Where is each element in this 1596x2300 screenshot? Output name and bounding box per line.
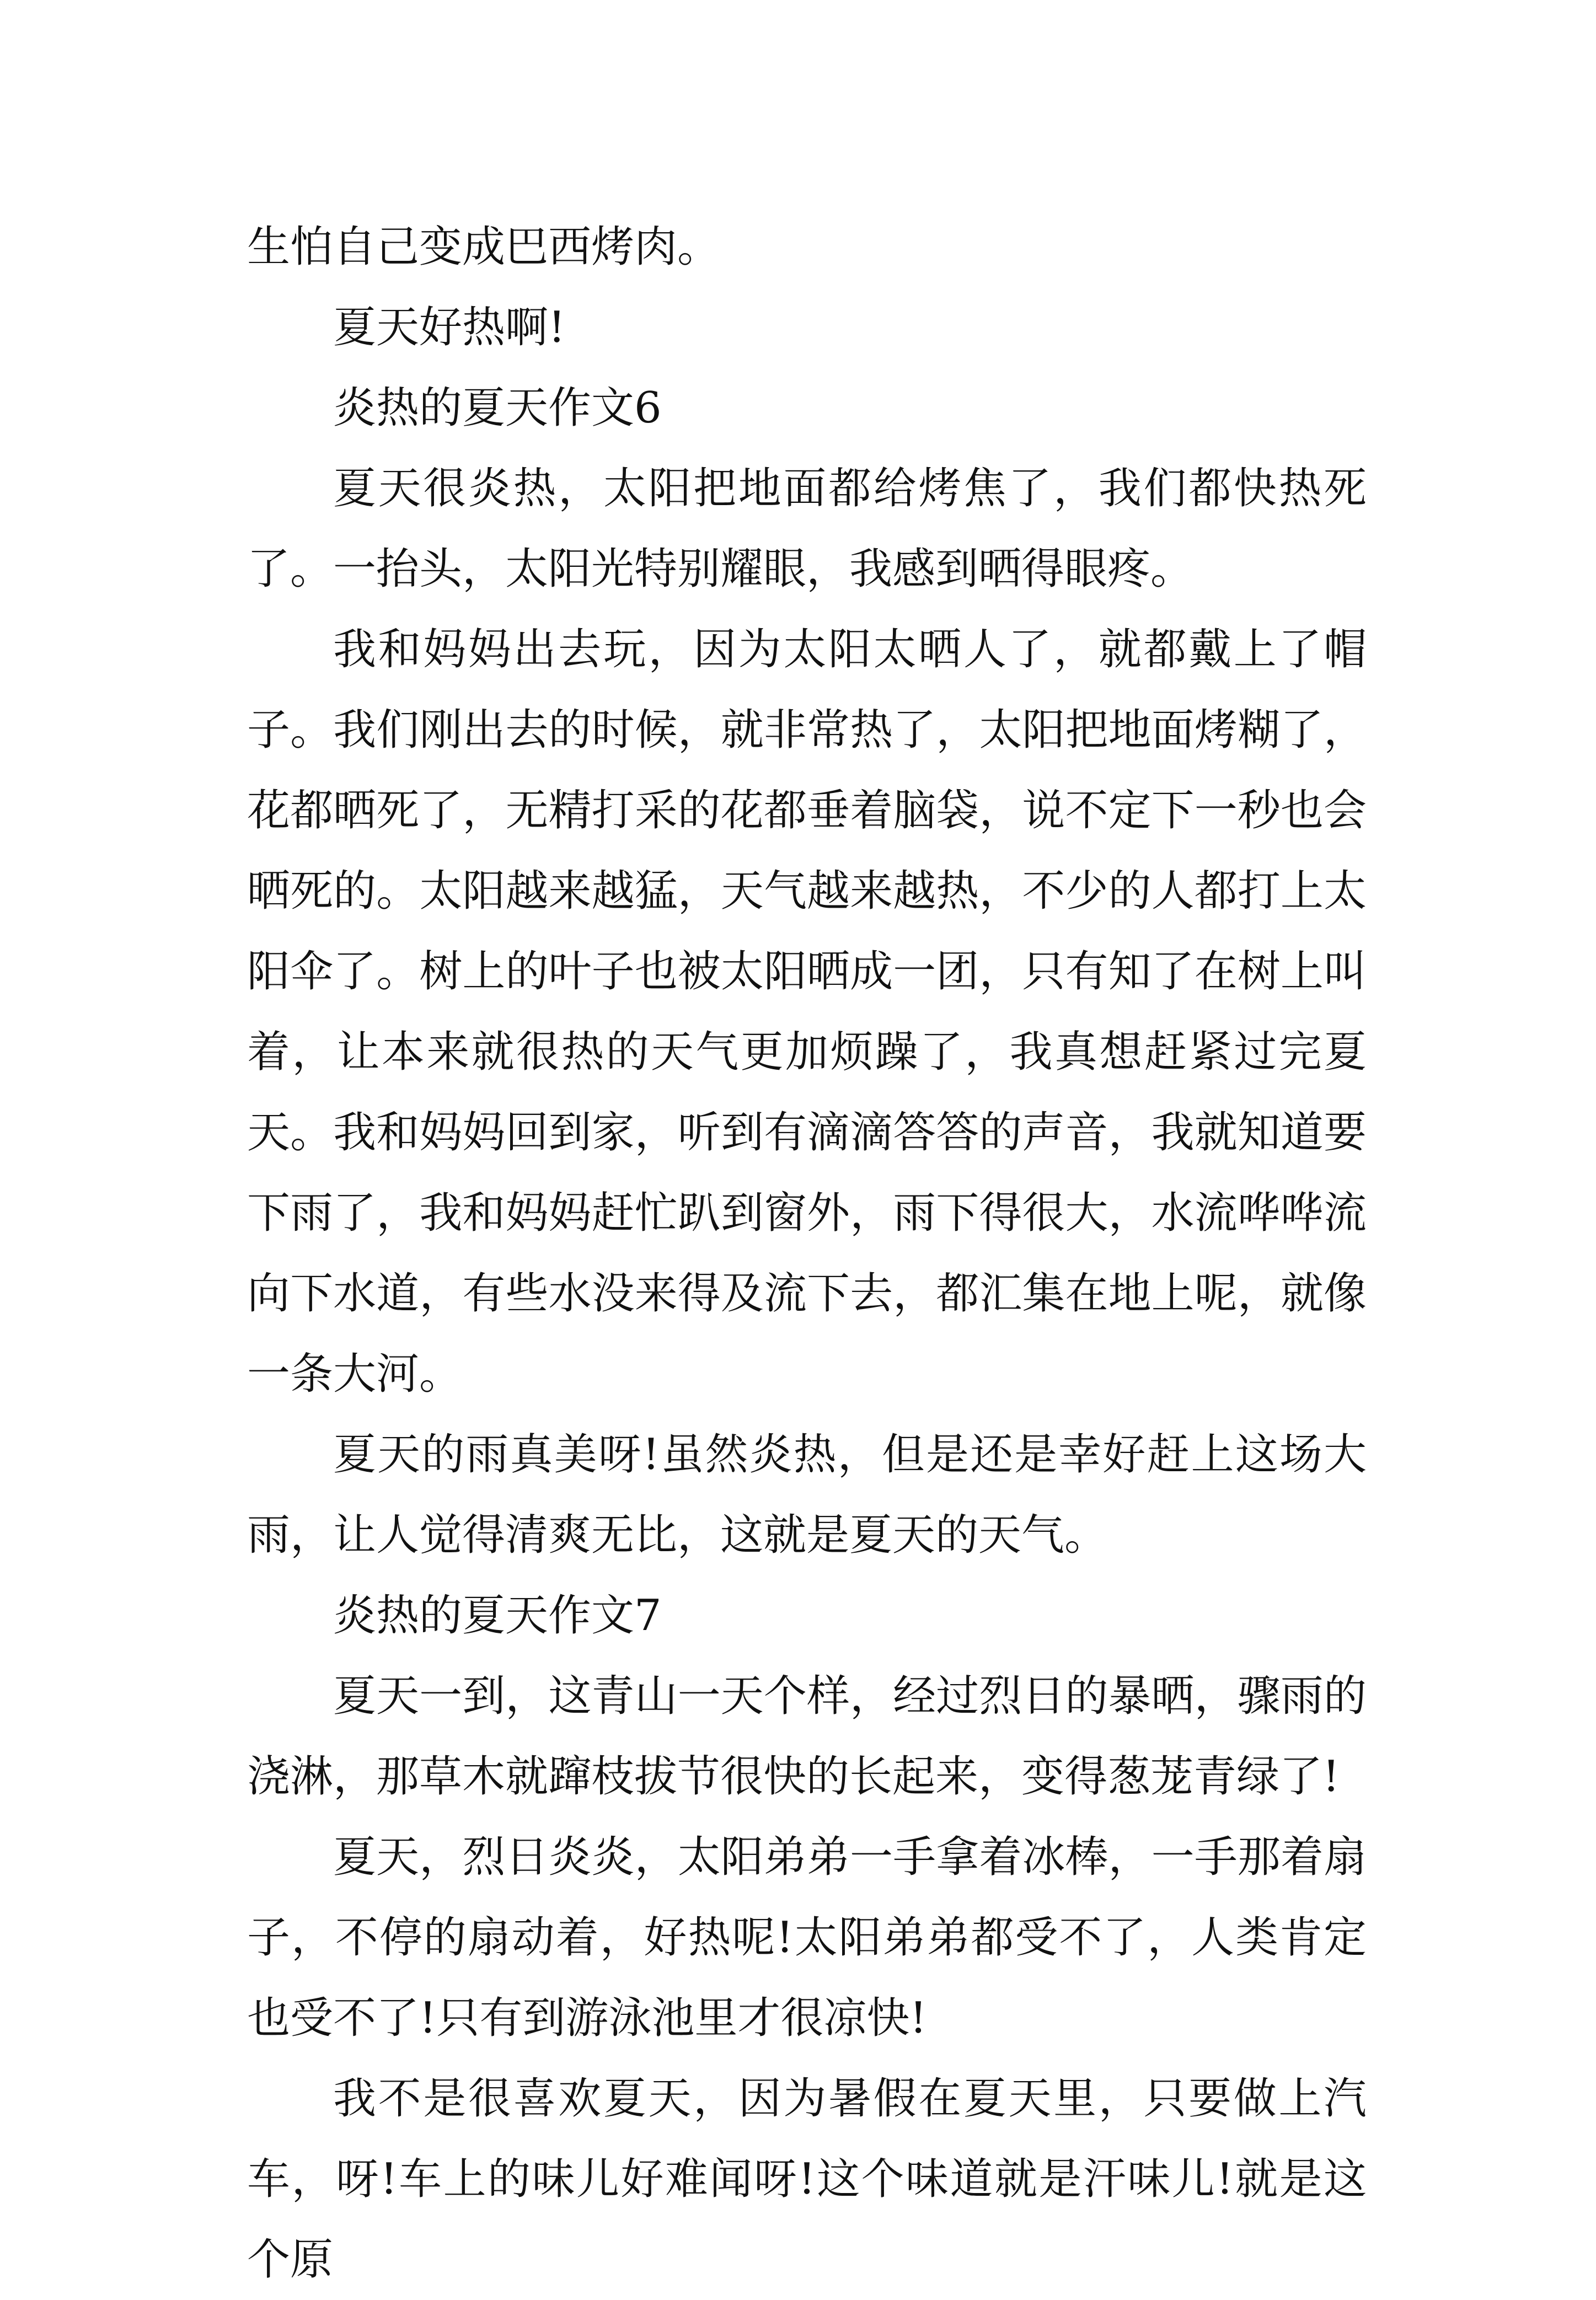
paragraph: 夏天，烈日炎炎，太阳弟弟一手拿着冰棒，一手那着扇子，不停的扇动着，好热呢!太阳弟弟都受不了，人类肯定也受不了!只有到游泳池里才很凉快! bbox=[247, 1832, 1367, 2043]
paragraph: 我和妈妈出去玩，因为太阳太晒人了，就都戴上了帽子。我们刚出去的时候，就非常热了，太阳把地面烤糊了，花都晒死了，无精打采的花都垂着脑袋，说不定下一秒也会晒死的。太阳越来越猛，天气越来越热，不少的人都打上太阳伞了。树上的叶子也被太阳晒成一团，只有知了在树上叫着，让本来就很热的天气更加烦躁了，我真想赶紧过完夏天。我和妈妈回到家，听到有滴滴答答的声音，我就知道要下雨了，我和妈妈赶忙趴到窗外，雨下得很大，水流哗哗流向下水道，有些水没来得及流下去，都汇集在地上呢，就像一条大河。 bbox=[247, 625, 1367, 1399]
paragraph: 我不是很喜欢夏天，因为暑假在夏天里，只要做上汽车，呀!车上的味儿好难闻呀!这个味道就是汗味儿!就是这个原 bbox=[247, 2074, 1367, 2285]
paragraph: 夏天的雨真美呀!虽然炎热，但是还是幸好赶上这场大雨，让人觉得清爽无比，这就是夏天的天气。 bbox=[247, 1430, 1367, 1560]
paragraph: 生怕自己变成巴西烤肉。 bbox=[247, 222, 721, 272]
paragraph: 夏天很炎热，太阳把地面都给烤焦了，我们都快热死了。一抬头，太阳光特别耀眼，我感到晒得眼疼。 bbox=[247, 464, 1367, 594]
section-heading: 炎热的夏天作文7 bbox=[333, 1591, 662, 1640]
document-body bbox=[247, 207, 1367, 2300]
paragraph: 夏天好热啊! bbox=[333, 303, 566, 352]
paragraph: 夏天一到，这青山一天个样，经过烈日的暴晒，骤雨的浇淋，那草木就蹿枝拔节很快的长起来，变得葱茏青绿了! bbox=[247, 1671, 1367, 1802]
section-heading: 炎热的夏天作文6 bbox=[333, 383, 662, 433]
